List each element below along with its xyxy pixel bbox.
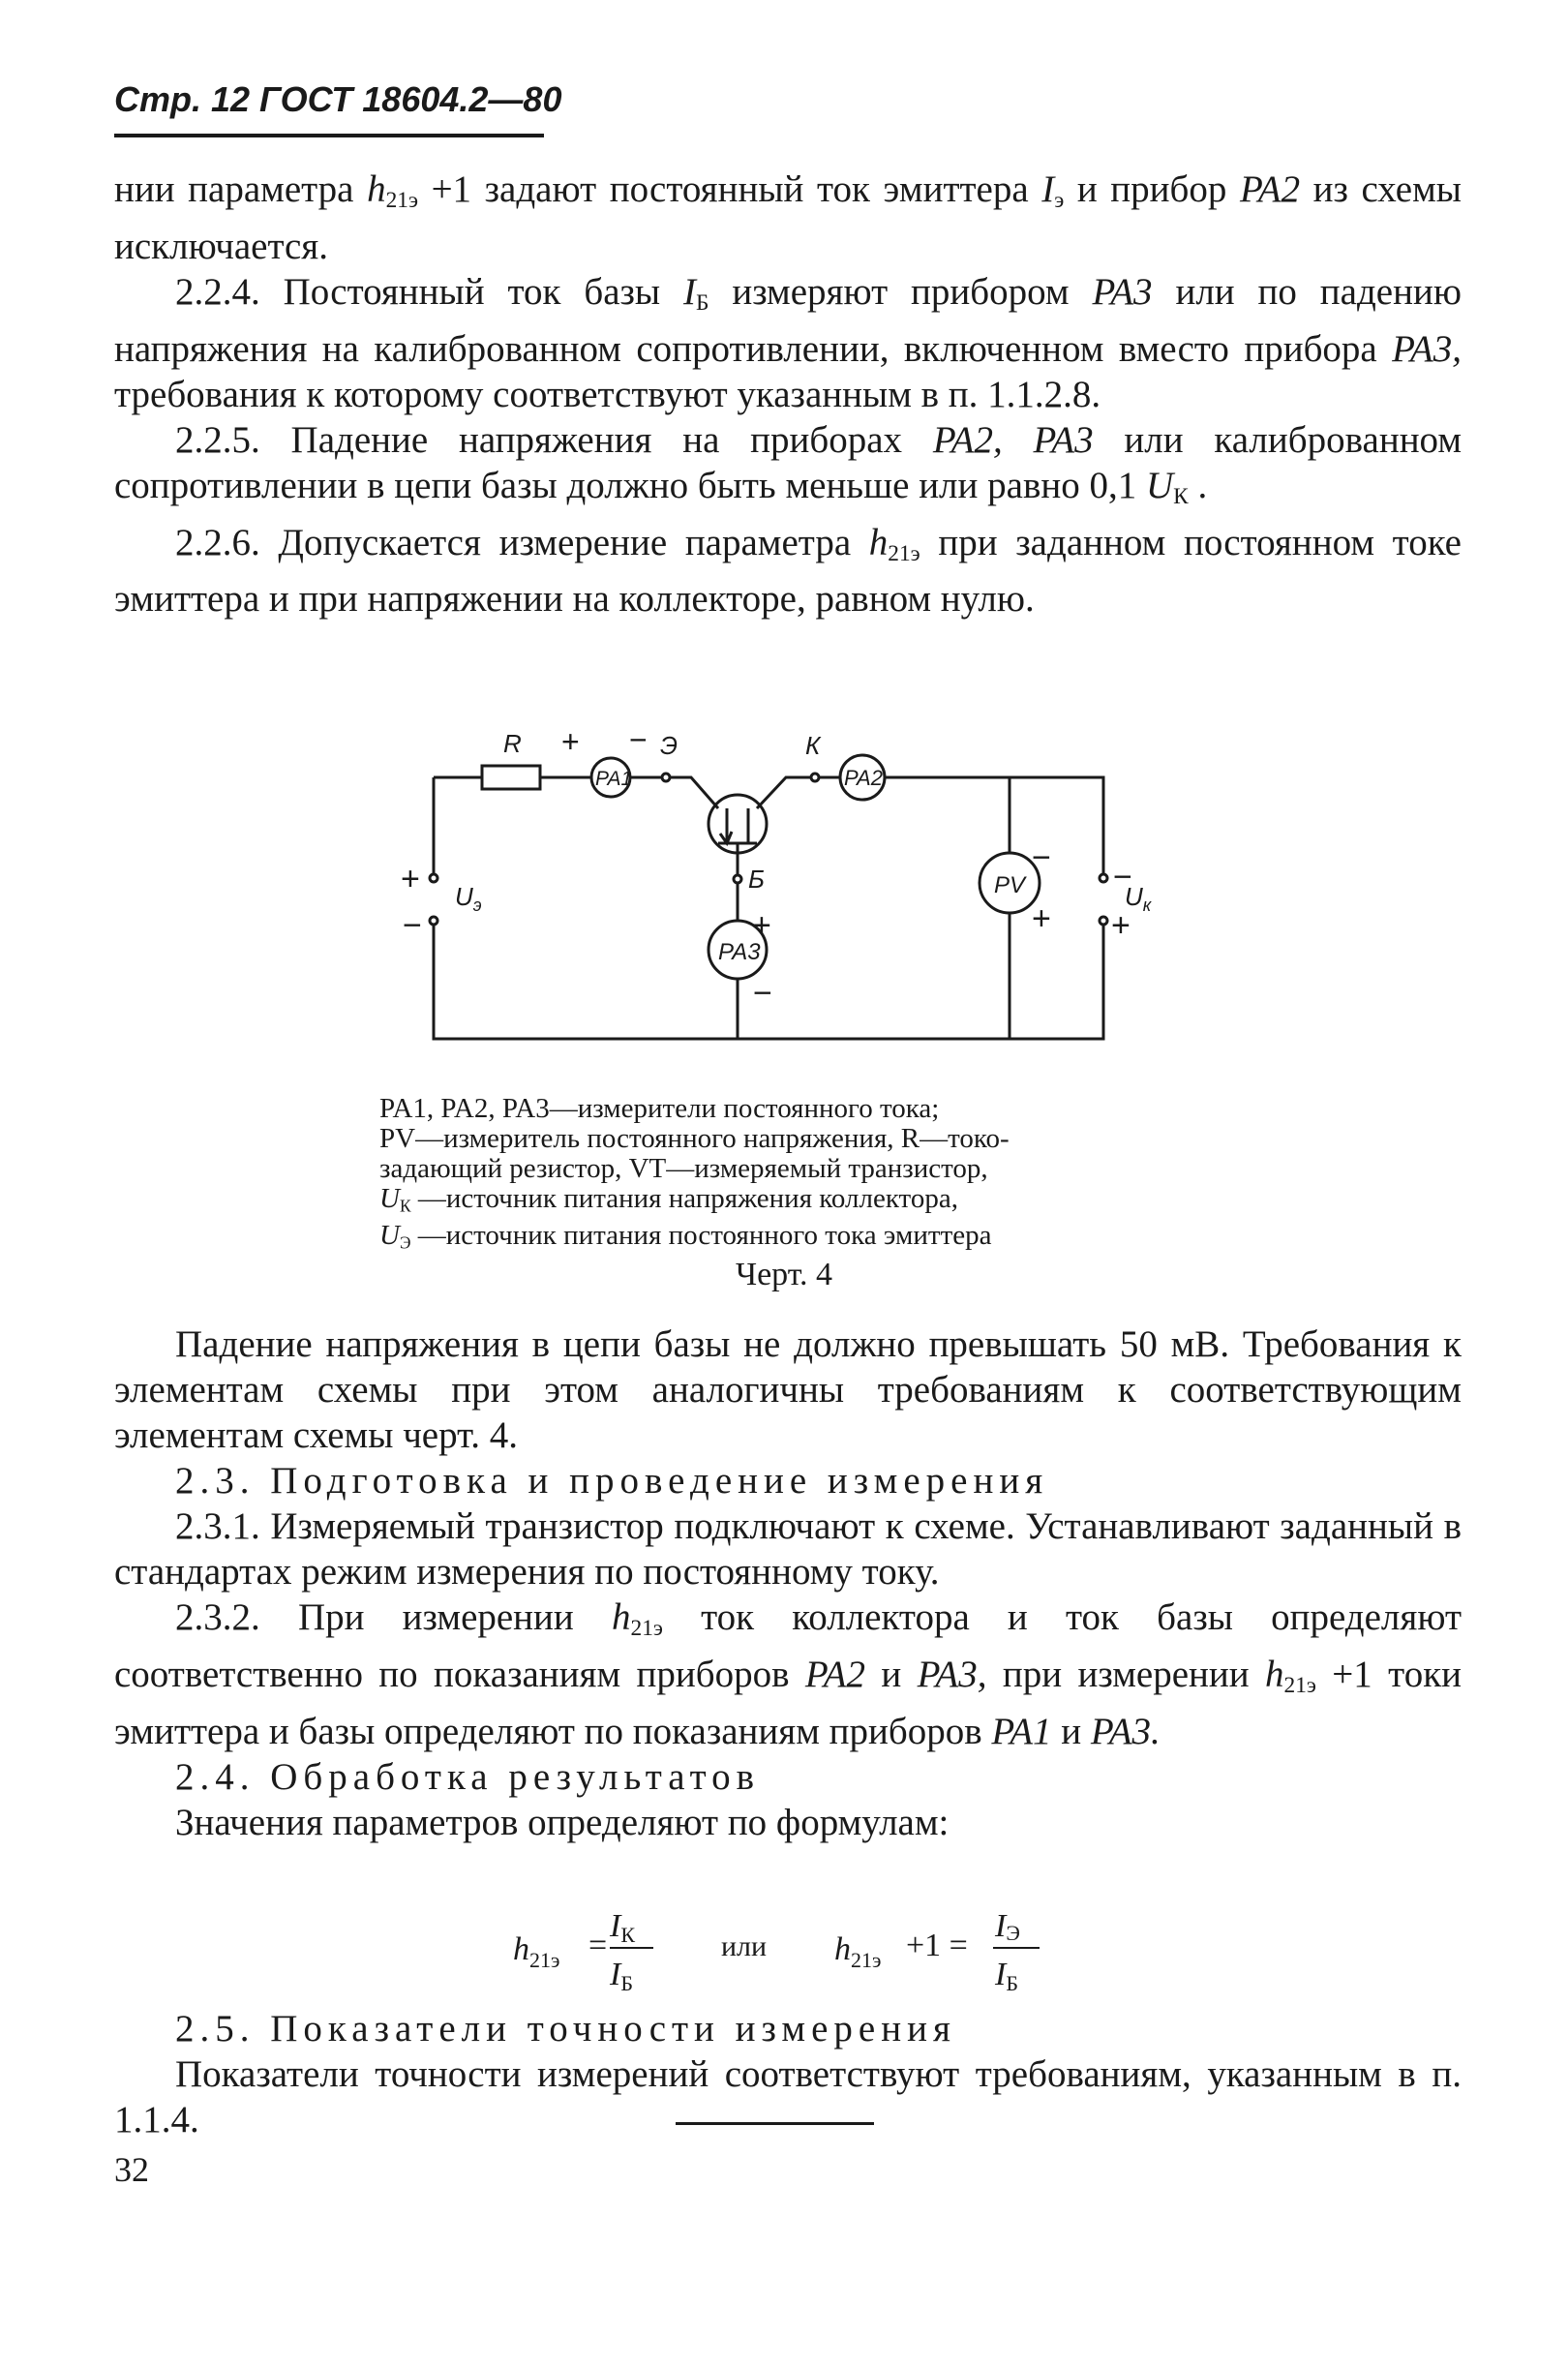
- subscript: э: [1054, 187, 1065, 213]
- subscript: 21э: [630, 1615, 663, 1641]
- section-heading-2-3: 2.3. Подготовка и проведение измерения: [175, 1460, 1049, 1502]
- label-pa1: PA1: [595, 768, 633, 790]
- text: 2.2.4. Постоянный ток базы: [175, 270, 684, 313]
- label-uk-minus: −: [1113, 859, 1132, 896]
- caption-line: задающий резистор, VT—измеряемый транзистор,: [379, 1153, 988, 1184]
- text: при заданном постоянном токе эмиттера и при напряжении на коллекторе, равном нулю.: [114, 521, 1462, 621]
- formula-h-2: $h_{21э}$: [834, 1931, 882, 1972]
- paragraph-2-2-4: [114, 269, 1462, 417]
- label-r: R: [503, 729, 522, 758]
- paragraph-2-3-2: [114, 1595, 1462, 1754]
- formula: [484, 1898, 1084, 2009]
- resistor: [482, 766, 540, 789]
- label-emitter: Э: [660, 731, 678, 760]
- terminal-collector: [811, 774, 819, 781]
- paragraph-continuation: [114, 167, 1462, 269]
- label-ue: $U_э$: [455, 882, 482, 915]
- device-label: PA3,: [917, 1653, 987, 1695]
- label-collector: К: [805, 731, 821, 760]
- text: измеряют прибором: [709, 270, 1093, 313]
- figure-caption: [379, 1094, 1171, 1259]
- label-minus: −: [629, 722, 648, 757]
- text: 2.2.6. Допускается измерение параметра: [175, 521, 869, 563]
- figure-number: Черт. 4: [735, 1257, 833, 1292]
- label-pv-minus: −: [1032, 839, 1051, 876]
- device-label: PA3.: [1090, 1710, 1161, 1752]
- subscript: 21э: [888, 540, 920, 566]
- label-ue-minus: −: [403, 907, 422, 944]
- label-ue-plus: +: [401, 861, 420, 897]
- text: 2.3.2. При измерении: [175, 1596, 612, 1638]
- symbol-i: I: [1041, 168, 1055, 210]
- symbol-u: U: [1146, 464, 1174, 506]
- device-label: PA3: [1092, 270, 1153, 313]
- paragraph-2-2-6: [114, 520, 1462, 623]
- label-plus: +: [561, 724, 580, 759]
- label-base: Б: [748, 865, 765, 894]
- subscript: 21э: [385, 187, 418, 213]
- text: при измерении: [986, 1653, 1265, 1695]
- terminal-ue-plus: [430, 874, 437, 882]
- paragraph-2-3-1: 2.3.1. Измеряемый транзистор подключают к схеме. Устанавливают заданный в стандартах режим измерения по постоянному току.: [114, 1505, 1462, 1593]
- text: из схемы исключается.: [114, 168, 1462, 267]
- formula-plus1: +1 =: [906, 1928, 968, 1963]
- text: или по падению напряжения на калиброванном сопротивлении, включенном вместо прибора: [114, 270, 1462, 370]
- section-heading-2-5: 2.5. Показатели точности измерения: [175, 2008, 956, 2050]
- symbol-h: h: [612, 1596, 631, 1638]
- subscript: К: [1173, 483, 1189, 509]
- circuit-diagram: [368, 712, 1200, 1099]
- terminal-uk-plus: [1100, 917, 1107, 925]
- subscript: Э: [399, 1232, 411, 1253]
- device-label: PA2, PA3: [932, 418, 1094, 461]
- text: или калиброванном сопротивлении в цепи базы должно быть меньше или равно 0,1: [114, 418, 1462, 506]
- text-block-middle: [114, 1321, 1462, 1845]
- label-pa3: PA3: [718, 939, 761, 965]
- text: ток коллектора и ток базы определяют соответственно по показаниям приборов: [114, 1596, 1462, 1695]
- paragraph-formulas-intro: Значения параметров определяют по формулам:: [175, 1801, 950, 1843]
- text: —источник питания напряжения коллектора,: [410, 1183, 958, 1214]
- page-number: 32: [114, 2150, 149, 2189]
- subscript: К: [399, 1196, 411, 1216]
- formula-h: $h_{21э}$: [513, 1931, 560, 1972]
- label-pa3-minus: −: [753, 975, 772, 1012]
- device-label: PA3,: [1392, 327, 1462, 370]
- formula-den-2: IБ: [995, 1957, 1018, 1995]
- wire: [757, 777, 811, 808]
- symbol-h: h: [367, 168, 386, 210]
- text-block-top: [114, 167, 1462, 622]
- label-uk: $U_к$: [1125, 882, 1152, 915]
- text: .: [1188, 464, 1208, 506]
- text: и: [865, 1653, 918, 1695]
- text: +1 задают постоянный ток эмиттера: [418, 168, 1042, 210]
- terminal-emitter: [662, 774, 670, 781]
- paragraph-2-2-5: [114, 417, 1462, 520]
- symbol-i: I: [683, 270, 697, 313]
- paragraph-base-voltage: Падение напряжения в цепи базы не должно превышать 50 мВ. Требования к элементам схемы при этом аналогичны требованиям к соответствующим элементам схемы черт. 4.: [114, 1323, 1462, 1456]
- caption-line: PA1, PA2, PA3—измерители постоянного тока;: [379, 1093, 940, 1124]
- terminal-base: [734, 875, 741, 883]
- text: +1 токи эмиттера и базы определяют по показаниям приборов: [114, 1653, 1462, 1752]
- symbol-h: h: [868, 521, 889, 563]
- terminal-uk-minus: [1100, 874, 1107, 882]
- wire: [670, 777, 718, 808]
- label-pa2: PA2: [844, 766, 883, 790]
- text: требования к которому соответствуют указанным в п. 1.1.2.8.: [114, 373, 1101, 415]
- device-label: PA2: [1239, 168, 1301, 210]
- formula-eq: =: [588, 1928, 608, 1963]
- symbol-h: h: [1265, 1653, 1284, 1695]
- text: и прибор: [1064, 168, 1240, 210]
- label-uk-plus: +: [1111, 907, 1131, 944]
- page-header: Стр. 12 ГОСТ 18604.2—80: [114, 79, 562, 119]
- symbol-u: U: [379, 1183, 400, 1214]
- text: и: [1051, 1710, 1091, 1752]
- terminal-ue-minus: [430, 917, 437, 925]
- text: 2.2.5. Падение напряжения на приборах: [175, 418, 933, 461]
- subscript: Б: [696, 289, 709, 316]
- label-pv-plus: +: [1032, 900, 1051, 937]
- label-pv: PV: [994, 872, 1026, 898]
- subscript: 21э: [1283, 1672, 1316, 1698]
- caption-line: PV—измеритель постоянного напряжения, R—токо-: [379, 1123, 1010, 1154]
- formula-or: или: [721, 1930, 768, 1962]
- text: —источник питания постоянного тока эмиттера: [410, 1220, 992, 1252]
- caption-line: [379, 1184, 1171, 1221]
- device-label: PA1: [991, 1710, 1052, 1752]
- wire: [1024, 925, 1103, 1039]
- section-heading-2-4: 2.4. Обработка результатов: [175, 1755, 761, 1798]
- wire: [885, 777, 1103, 874]
- paragraph-accuracy: Показатели точности измерений соответствуют требованиям, указанным в п. 1.1.4.: [114, 2053, 1462, 2141]
- caption-line: [379, 1221, 1171, 1258]
- header-rule: [114, 134, 544, 137]
- label-pa3-plus: +: [752, 907, 771, 944]
- formula-num-2: IЭ: [995, 1908, 1020, 1945]
- device-label: PA2: [804, 1653, 866, 1695]
- formula-den-1: IБ: [610, 1957, 633, 1995]
- end-rule: [676, 2122, 874, 2125]
- symbol-u: U: [379, 1220, 400, 1252]
- formula-num-1: IК: [610, 1908, 636, 1947]
- text: нии параметра: [114, 168, 368, 210]
